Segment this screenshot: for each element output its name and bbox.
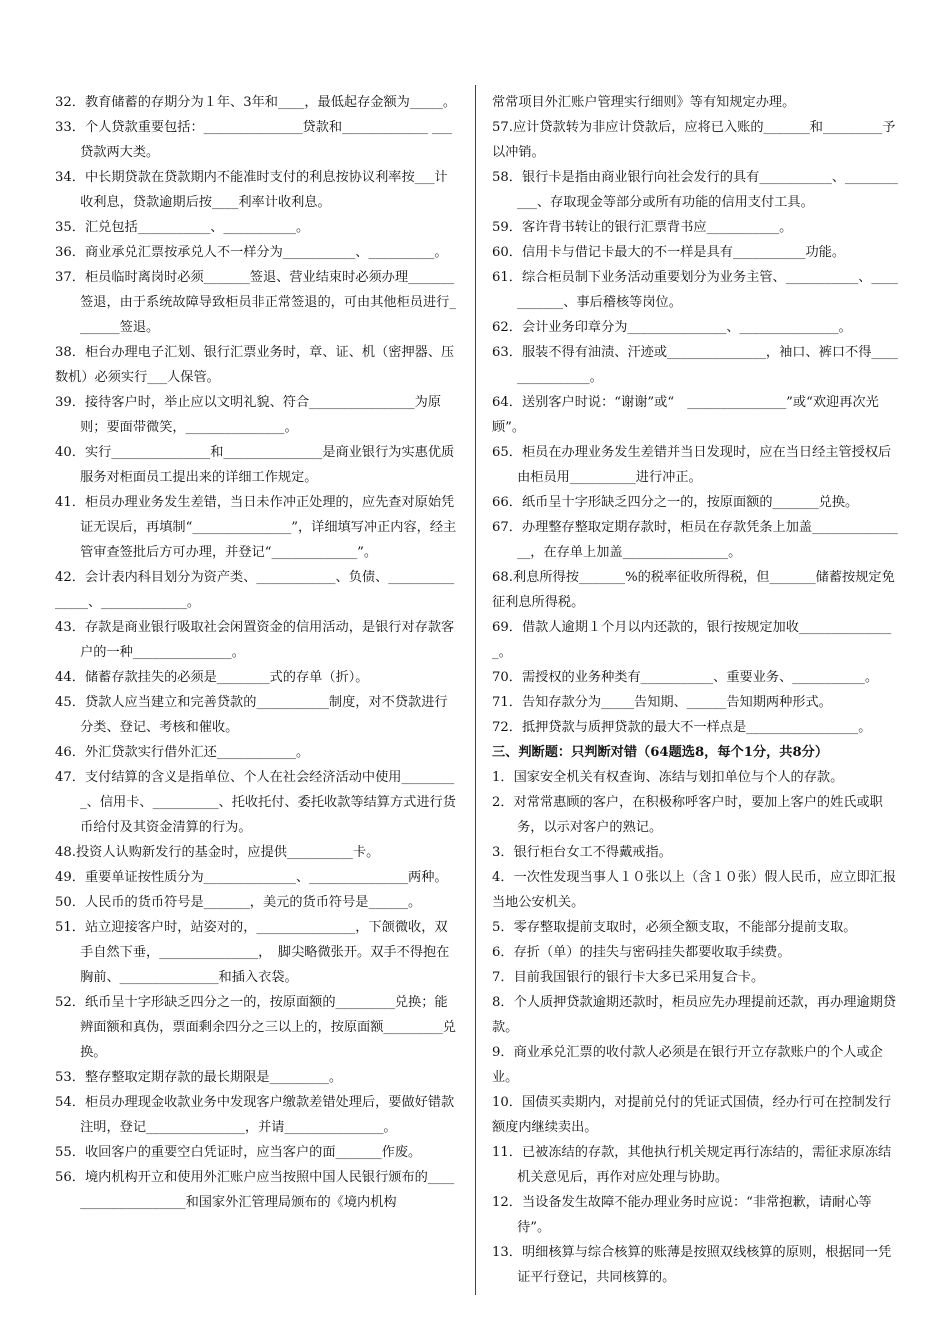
question-item: 35．汇兑包括___________、___________。 [55,220,310,235]
question-item: 40．实行_______________和_______________是商业银行为实惠优质服务对柜面员工提出来的详细工作规定。 [55,445,455,485]
question-item: 48.投资人认购新发行的基金时，应提供__________卡。 [55,845,380,860]
question-item: 57.应计贷款转为非应计贷款后，应将已入账的_______和_________予以冲销。 [492,120,896,160]
question-item: 60．信用卡与借记卡最大的不一样是具有___________功能。 [492,245,846,260]
right-column [492,90,902,1290]
question-item: 12．当设备发生故障不能办理业务时应说：“非常抱歉，请耐心等待”。 [492,1195,872,1235]
question-item: 10．国债买卖期内，对提前兑付的凭证式国债，经办行可在控制发行额度内继续卖出。 [492,1095,892,1135]
question-item: 11．已被冻结的存款，其他执行机关规定再行冻结的，需征求原冻结机关意见后，再作对应处理与协助。 [492,1145,892,1185]
question-item: 58．银行卡是指由商业银行向社会发行的具有___________、___________、存取现金等部分或所有功能的信用支付工具。 [492,170,898,210]
question-item: 49．重要单证按性质分为______________、_______________两种。 [55,870,448,885]
question-item: 62．会计业务印章分为_______________、_______________。 [492,320,852,335]
question-item: 1．国家安全机关有权查询、冻结与划扣单位与个人的存款。 [492,770,844,785]
question-item: 47．支付结算的含义是指单位、个人在社会经济活动中使用_________、信用卡、__________、托收托付、委托收款等结算方式进行货币给付及其资金清算的行为。 [55,770,456,835]
question-item: 72．抵押贷款与质押贷款的最大不一样点是_________________。 [492,720,872,735]
question-item: 6．存折（单）的挂失与密码挂失都要收取手续费。 [492,945,791,960]
question-item: 66．纸币呈十字形缺乏四分之一的，按原面额的_______兑换。 [492,495,859,510]
question-item: 67．办理整存整取定期存款时，柜员在存款凭条上加盖_______________，在存单上加盖________________。 [492,520,898,560]
question-item: 50．人民币的货币符号是_______，美元的货币符号是______。 [55,895,422,910]
question-item: 5．零存整取提前支取时，必须全额支取，不能部分提前支取。 [492,920,857,935]
question-item: 53．整存整取定期存款的最长期限是_________。 [55,1070,343,1085]
question-item: 61．综合柜员制下业务活动重要划分为业务主管、___________、___________、事后稽核等岗位。 [492,270,898,310]
question-item: 44．储蓄存款挂失的必须是________式的存单（折）。 [55,670,369,685]
question-item: 51．站立迎接客户时，站姿对的，_______________，下颌微收，双手自然下垂，_______________， 脚尖略微张开。双手不得抱在胸前、_______________和插入衣袋。 [55,920,450,985]
question-item: 34．中长期贷款在贷款期内不能准时支付的利息按协议利率按___计收利息，贷款逾期后按____利率计收利息。 [55,170,448,210]
question-item: 9．商业承兑汇票的收付款人必须是在银行开立存款账户的个人或企业。 [492,1045,883,1085]
question-item: 71．告知存款分为_____告知期、______告知期两种形式。 [492,695,832,710]
question-item: 56．境内机构开立和使用外汇账户应当按照中国人民银行颁布的____________________和国家外汇管理局颁布的《境内机构 [55,1170,455,1210]
question-item: 38．柜台办理电子汇划、银行汇票业务时，章、证、机（密押器、压数机）必须实行___人保管。 [55,345,455,385]
question-item: 59．客许背书转让的银行汇票背书应___________。 [492,220,793,235]
question-item: 45．贷款人应当建立和完善贷款的___________制度，对不贷款进行分类、登记、考核和催收。 [55,695,448,735]
question-item: 42．会计表内科目划分为资产类、____________、负债、_______________、_____________。 [55,570,455,610]
question-item: 54．柜员办理现金收款业务中发现客户缴款差错处理后，要做好错款注明，登记_______________，并请_______________。 [55,1095,455,1135]
question-item: 55．收回客户的重要空白凭证时，应当客户的面_______作废。 [55,1145,422,1160]
question-item: 46．外汇贷款实行借外汇还____________。 [55,745,310,760]
question-item: 4．一次性发现当事人１０张以上（含１０张）假人民币，应立即汇报当地公安机关。 [492,870,897,910]
question-item: 68.利息所得按_______%的税率征收所得税，但_______储蓄按规定免征利息所得税。 [492,570,895,610]
question-item: 65．柜员在办理业务发生差错并当日发现时，应在当日经主管授权后由柜员用__________进行冲正。 [492,445,892,485]
question-item: 7．目前我国银行的银行卡大多已采用复合卡。 [492,970,765,985]
question-item: 70．需授权的业务种类有___________、重要业务、___________。 [492,670,879,685]
question-item: 69．借款人逾期１个月以内还款的，银行按规定加收_______________。 [492,620,892,660]
question-item: 3．银行柜台女工不得戴戒指。 [492,845,672,860]
question-item: 37．柜员临时离岗时必须_______签退、营业结束时必须办理_______签退，由于系统故障导致柜员非正常签退的，可由其他柜员进行_______签退。 [55,270,456,335]
question-item: 36．商业承兑汇票按承兑人不一样分为___________、__________。 [55,245,448,260]
question-item: 63．服装不得有油渍、汗迹或_______________，袖口、裤口不得_______________。 [492,345,898,385]
section-heading: 三、判断题：只判断对错（64题选8，每个1分，共8分） [492,745,829,760]
question-continuation: 常常项目外汇账户管理实行细则》等有知规定办理。 [492,95,796,110]
question-item: 39．接待客户时，举止应以文明礼貌、符合________________为原则；要面带微笑，_______________。 [55,395,442,435]
question-item: 13．明细核算与综合核算的账薄是按照双线核算的原则，根据同一凭证平行登记，共同核算的。 [492,1245,892,1285]
question-item: 43．存款是商业银行吸取社会闲置资金的信用活动，是银行对存款客户的一种_______________。 [55,620,455,660]
question-item: 2．对常常惠顾的客户，在积极称呼客户时，要加上客户的姓氏或职务，以示对客户的熟记。 [492,795,883,835]
question-item: 32．教育储蓄的存期分为１年、3年和____，最低起存金额为_____。 [55,95,457,110]
question-item: 64．送别客户时说：“谢谢”或“ _______________”或“欢迎再次光顾”。 [492,395,879,435]
question-item: 52．纸币呈十字形缺乏四分之一的，按原面额的_________兑换；能辨面额和真伪，票面剩余四分之三以上的，按原面额_________兑换。 [55,995,456,1060]
question-item: 41．柜员办理业务发生差错，当日未作冲正处理的，应先查对原始凭证无误后，再填制“_______________”，详细填写冲正内容，经主管审查签批后方可办理，并登记“_____________”。 [55,495,457,560]
left-column [55,90,460,1215]
question-item: 33．个人贷款重要包括：_______________贷款和_____________ ___贷款两大类。 [55,120,452,160]
question-item: 8．个人质押贷款逾期还款时，柜员应先办理提前还款，再办理逾期贷款。 [492,995,897,1035]
column-divider [475,85,476,1295]
